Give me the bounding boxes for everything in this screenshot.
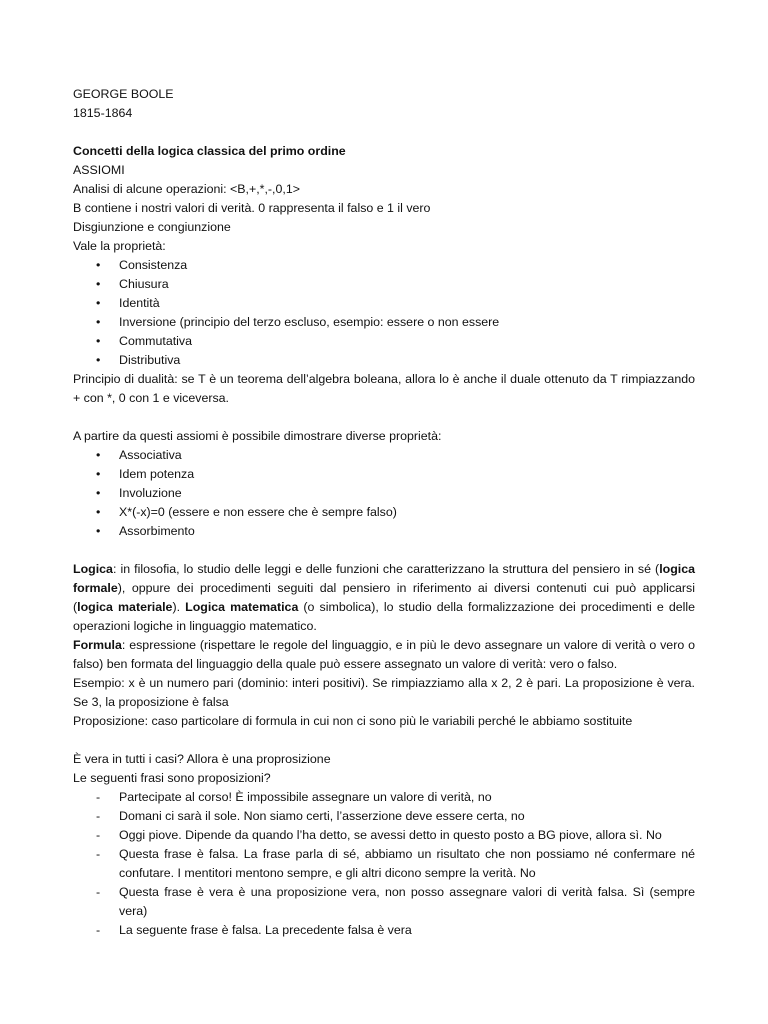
logic-definition: Logica: in filosofia, lo studio delle leggi e delle funzioni che caratterizzano la struttura del pensiero in sé (logica formale), oppure dei procedimenti seguiti dal pensiero in riferimento ai diversi contenuti cui può applicarsi (logica materiale). Logica matematica (o simbolica), lo studio della formalizzazione dei procedimenti e delle operazioni logiche in linguaggio matematico.	[73, 562, 695, 633]
formula-definition: Formula: espressione (rispettare le regole del linguaggio, e in più le devo assegnare un valore di verità o vero o falso) ben formata del linguaggio della quale può essere assegnato un valore di verità: vero o falso.	[73, 638, 695, 671]
list-item: • Involuzione	[73, 484, 695, 503]
question-line: È vera in tutti i casi? Allora è una proprosizione	[73, 752, 331, 766]
list-item: • Assorbimento	[73, 522, 695, 541]
section-title: Concetti della logica classica del primo ordine	[73, 144, 346, 158]
list-item: • Commutativa	[73, 332, 695, 351]
sentences-list	[73, 788, 695, 940]
list-item: - Partecipate al corso! È impossibile assegnare un valore di verità, no	[73, 788, 695, 807]
list-item: - Domani ci sarà il sole. Non siamo certi, l’asserzione deve essere certa, no	[73, 807, 695, 826]
axioms-line: Analisi di alcune operazioni: <B,+,*,-,0,1>	[73, 182, 300, 196]
author-years: 1815-1864	[73, 106, 133, 120]
list-item: - Oggi piove. Dipende da quando l’ha detto, se avessi detto in questo posto a BG piove, allora sì. No	[73, 826, 695, 845]
list-item: • Inversione (principio del terzo escluso, esempio: essere o non essere	[73, 313, 695, 332]
example-paragraph: Esempio: x è un numero pari (dominio: interi positivi). Se rimpiazziamo alla x 2, 2 è pari. La proposizione è vera. Se 3, la proposizione è falsa	[73, 676, 695, 709]
list-item: - Questa frase è vera è una proposizione vera, non posso assegnare valori di verità falsa. Sì (sempre vera)	[73, 883, 695, 921]
document-body	[73, 85, 695, 940]
axioms-line: B contiene i nostri valori di verità. 0 rappresenta il falso e 1 il vero	[73, 201, 431, 215]
list-item: - La seguente frase è falsa. La precedente falsa è vera	[73, 921, 695, 940]
list-item: • X*(-x)=0 (essere e non essere che è sempre falso)	[73, 503, 695, 522]
list-item: • Chiusura	[73, 275, 695, 294]
list-item: • Consistenza	[73, 256, 695, 275]
axioms-line: Vale la proprietà:	[73, 239, 166, 253]
axioms-heading: ASSIOMI	[73, 163, 125, 177]
properties-list	[73, 256, 695, 370]
list-item: • Associativa	[73, 446, 695, 465]
proposition-definition: Proposizione: caso particolare di formula in cui non ci sono più le variabili perché le abbiamo sostituite	[73, 714, 633, 728]
derived-intro: A partire da questi assiomi è possibile dimostrare diverse proprietà:	[73, 429, 442, 443]
question-line: Le seguenti frasi sono proposizioni?	[73, 771, 271, 785]
axioms-line: Disgiunzione e congiunzione	[73, 220, 231, 234]
list-item: • Identità	[73, 294, 695, 313]
list-item: - Questa frase è falsa. La frase parla di sé, abbiamo un risultato che non possiamo né confermare né confutare. I mentitori mentono sempre, e gli altri dicono sempre la verità. No	[73, 845, 695, 883]
derived-list	[73, 446, 695, 541]
list-item: • Distributiva	[73, 351, 695, 370]
list-item: • Idem potenza	[73, 465, 695, 484]
duality-principle: Principio di dualità: se T è un teorema dell’algebra boleana, allora lo è anche il duale ottenuto da T rimpiazzando + con *, 0 con 1 e viceversa.	[73, 372, 695, 405]
author-name: GEORGE BOOLE	[73, 87, 174, 101]
